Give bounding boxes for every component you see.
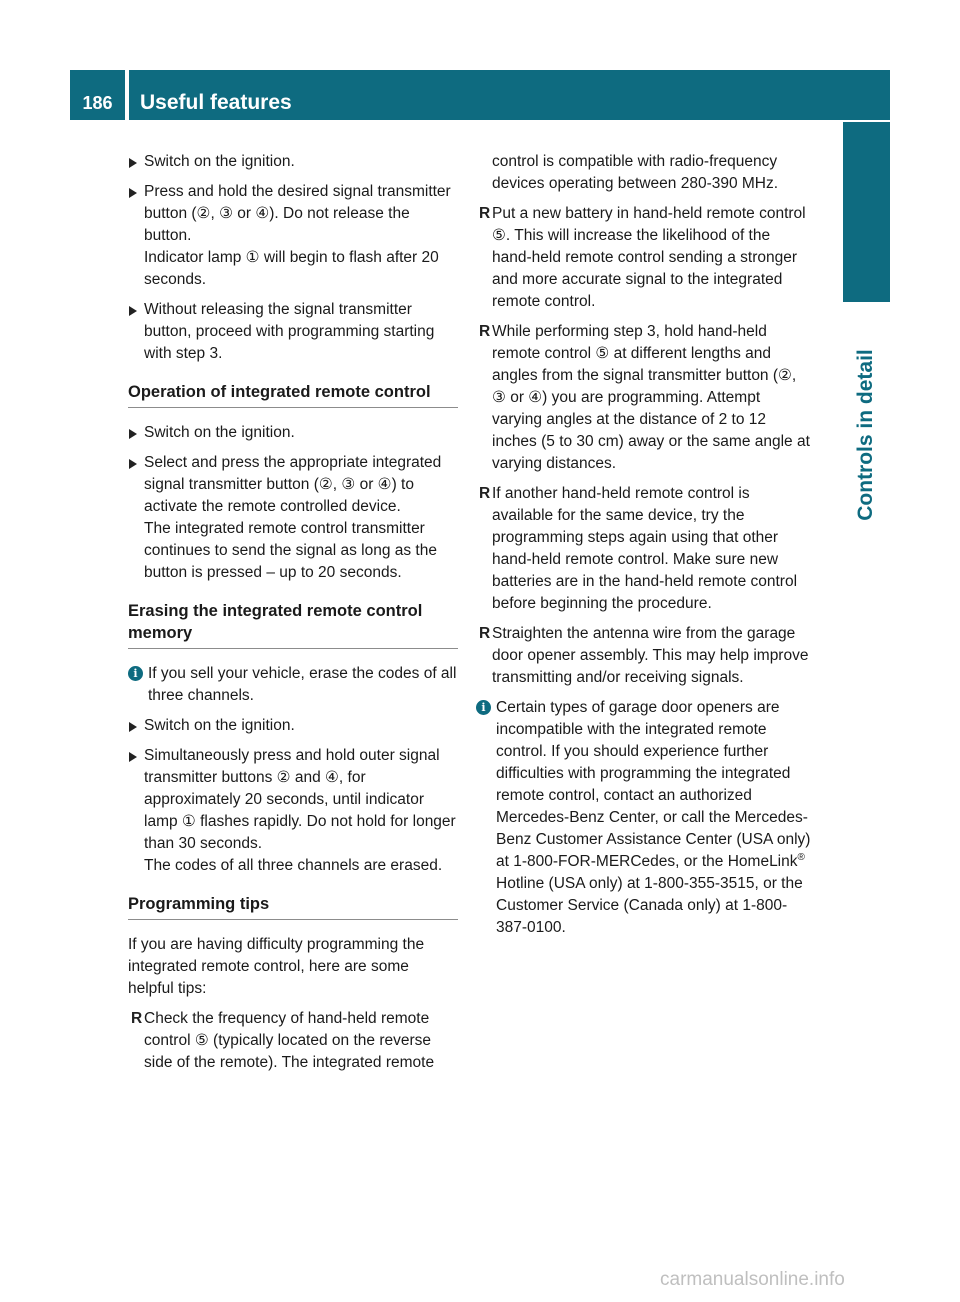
bullet-item [476,483,814,615]
registered-mark: ® [797,851,805,863]
step-item: Without releasing the signal transmitter button, proceed with programming starting with step 3. [128,299,458,365]
step-item [128,181,458,291]
info-note [128,663,458,707]
bullet-text: Put a new battery in hand-held remote control ⑤. This will increase the likelihood of the hand-held remote control sending a stronger and more accurate signal to the integrated remote control. [492,205,806,310]
bullet-text: While performing step 3, hold hand-held remote control ⑤ at different lengths and angles from the signal transmitter button (②, ③ or ④) you are programming. Attempt varying angles at the distance of 2 to 12 inches (5 to 30 cm) away or the same angle at varying distances. [492,323,810,472]
bullet-item [476,623,814,689]
tips-intro: If you are having difficulty programming the integrated remote control, here are some helpful tips: [128,936,425,997]
heading-erasing: Erasing the integrated remote control memory [128,600,458,649]
bullet-item [476,203,814,313]
bullet-item [476,321,814,475]
page-header [70,70,890,120]
side-tab-label: Controls in detail [854,349,877,521]
info-note [476,697,814,939]
bullet-marker: R [131,1010,143,1027]
right-column [476,151,814,947]
section-title: Useful features [140,91,292,114]
bullet-marker: R [479,205,491,222]
step-item: Switch on the ignition. [128,151,458,173]
step-item: Switch on the ignition. [128,715,458,737]
step-note: The codes of all three channels are erased. [144,857,443,874]
side-tab-marker [843,122,890,302]
step-item [128,452,458,584]
bullet-item [128,1008,458,1074]
info-text: If you sell your vehicle, erase the codes of all three channels. [148,665,457,704]
step-note: The integrated remote control transmitter continues to send the signal as long as the button is pressed – up to 20 seconds. [144,520,437,581]
step-text: Press and hold the desired signal transmitter button (②, ③ or ④). Do not release the button. [144,183,451,244]
left-column [128,151,458,1082]
watermark: carmanualsonline.info [660,1269,845,1290]
page-number: 186 [82,93,113,113]
heading-tips: Programming tips [128,893,458,920]
bullet-continuation: control is compatible with radio-frequency devices operating between 280-390 MHz. [492,153,779,192]
info-icon: i [128,666,143,681]
step-item: Switch on the ignition. [128,422,458,444]
step-note: Indicator lamp ① will begin to flash after 20 seconds. [144,249,439,288]
info-text-continued: Hotline (USA only) at 1-800-355-3515, or the Customer Service (Canada only) at 1-800-387-0100. [496,875,803,936]
bullet-marker: R [479,625,491,642]
info-icon: i [476,700,491,715]
info-text: Certain types of garage door openers are incompatible with the integrated remote control. If you should experience further difficulties with programming the integrated remote control, contact an authorized Mercedes-Benz Center, or call the Mercedes-Benz Customer Assistance Center (USA only) at 1-800-FOR-MERCedes, or the HomeLink [496,699,811,870]
step-item [128,745,458,877]
bullet-text: Straighten the antenna wire from the garage door opener assembly. This may help improve transmitting and/or receiving signals. [492,625,809,686]
heading-operation: Operation of integrated remote control [128,381,458,408]
step-text: Select and press the appropriate integrated signal transmitter button (②, ③ or ④) to activate the remote controlled device. [144,454,442,515]
bullet-marker: R [479,323,491,340]
bullet-text: Check the frequency of hand-held remote control ⑤ (typically located on the reverse side of the remote). The integrated remote [144,1010,435,1071]
header-divider [125,70,129,120]
bullet-marker: R [479,485,491,502]
step-text: Simultaneously press and hold outer signal transmitter buttons ② and ④, for approximately 20 seconds, until indicator lamp ① flashes rapidly. Do not hold for longer than 30 seconds. [144,747,456,852]
bullet-text: If another hand-held remote control is available for the same device, try the programming steps again using that other hand-held remote control. Make sure new batteries are in the hand-held remote control before beginning the procedure. [492,485,798,612]
